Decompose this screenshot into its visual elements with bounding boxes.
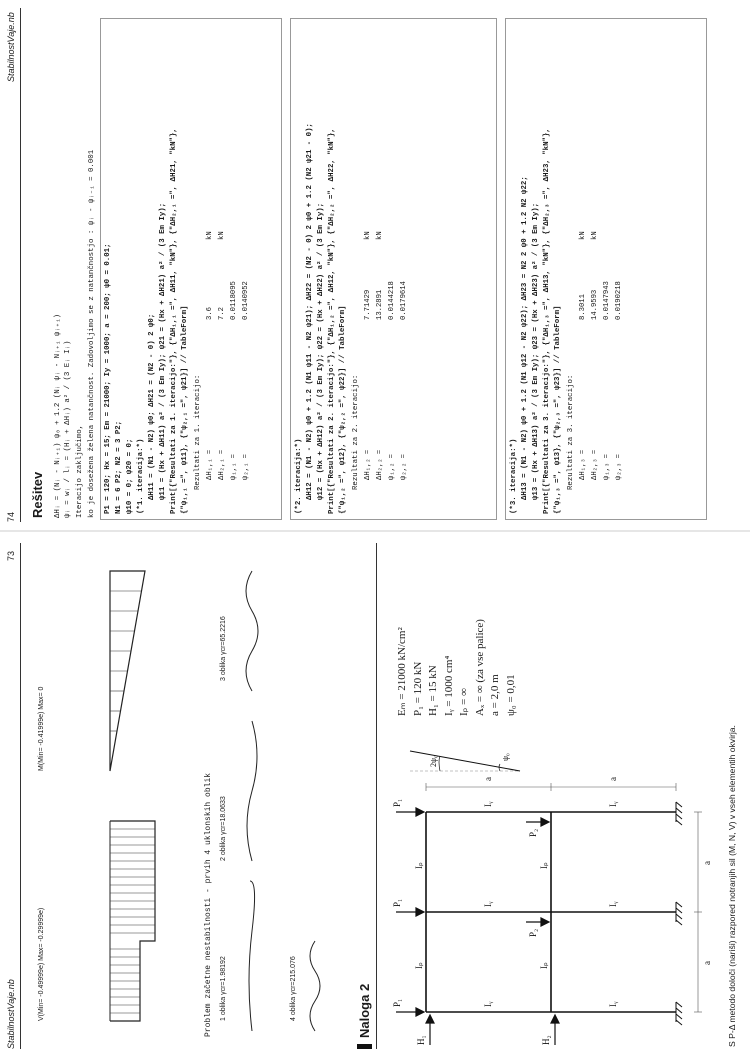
- mode-4-label: 4 oblika γcr=215.076: [290, 956, 297, 1021]
- result-name: ψ₁,₂ =: [388, 454, 396, 480]
- left-header-title: StabilnostVaje.nb: [6, 979, 16, 1049]
- intro-line-4: ko je dosežena želena natančnost. Zadovoljimo se z natančnostjo : ψᵢ - ψᵢ₋₁ = 0.001: [88, 149, 96, 518]
- parameters-list: [395, 619, 519, 716]
- intro-line-2: ψᵢ = wᵢ / lᵢ = (Hᵢ + ΔHᵢ) a² / (3 Eᵢ Iᵢ): [64, 340, 72, 518]
- label-psi0: ψ₀: [501, 753, 510, 761]
- result-name: ψ₁,₁ =: [230, 454, 238, 480]
- iter2-code-5: {"ψ₁,₂ =", ψ12}, {"ψ₂,₂ =", ψ22}] // TableForm]: [339, 305, 347, 514]
- iter2-label: Rezultati za 2. iteracijo:: [352, 374, 360, 490]
- iter2-code-2: ΔH12 = (N1 - N2) ψ0 + 1.2 (N1 ψ11 - N2 ψ21); ΔH22 = (N2 - 0) 2 ψ0 + 1.2 (N2 ψ21 - 0);: [306, 123, 314, 500]
- dim-a-left: a: [702, 961, 712, 965]
- iter2-row-3: [388, 281, 396, 480]
- label-p2-mid: P₂: [528, 928, 538, 937]
- iter3-code-1: (*3. iteracija:*): [510, 438, 518, 514]
- param-iy: Iᵧ = 1000 cm⁴: [442, 655, 455, 716]
- param-a: a = 2,0 m: [489, 674, 501, 716]
- header-rule-right: [20, 8, 21, 522]
- result-value: 14.9593: [591, 289, 599, 320]
- iter1-row-3: [230, 281, 238, 480]
- buckling-modes-1-3: [232, 541, 272, 1041]
- result-name: ΔH₁,₁ =: [206, 449, 214, 480]
- label-h2: H₂: [541, 1035, 551, 1045]
- result-unit: kN: [376, 231, 384, 240]
- label-iy-4: Iᵧ: [608, 1001, 618, 1007]
- label-iy-1: Iᵧ: [483, 1001, 493, 1007]
- result-unit: kN: [218, 231, 226, 240]
- problem-title: Problem začetne nestabilnosti - prvih 4 uklonskih oblik: [204, 772, 213, 1037]
- code-line-2: N1 = 6 P2; N2 = 3 P2;: [115, 420, 123, 514]
- iter3-code-2: ΔH13 = (N1 - N2) ψ0 + 1.2 (N1 ψ12 - N2 ψ22); ΔH23 = N2 2 ψ0 + 1.2 N2 ψ22;: [521, 176, 529, 500]
- shear-force-diagram: [50, 811, 170, 1041]
- iter3-code-3: ψ13 = (Hx + ΔH13) a² / (3 Em Iy); ψ23 = (Hx + ΔH23) a² / (3 Em Iy);: [532, 202, 540, 500]
- label-2psi0: 2ψ₀: [429, 755, 438, 767]
- label-ip-mid-left: Iₚ: [539, 962, 549, 969]
- result-name: ΔH₁,₃ =: [579, 449, 587, 480]
- moment-diagram-label: M(Min= -0.41999e) Max= 0: [38, 686, 45, 771]
- iter1-label: Rezultati za 1. iteracijo:: [194, 374, 202, 490]
- param-ip: Iₚ = ∞: [458, 688, 470, 716]
- code-line-6: ψ11 = (Hx + ΔH11) a² / (3 Em Iy); ψ21 = (Hx + ΔH21) a² / (3 Em Iy);: [159, 202, 167, 500]
- result-name: ψ₂,₁ =: [242, 454, 250, 480]
- iter3-row-1: [579, 231, 587, 480]
- mode-2-label: 2 oblika γcr=18.0633: [220, 796, 227, 861]
- page-74: [0, 0, 750, 530]
- iter2-row-1: [364, 231, 372, 480]
- page-73: [0, 531, 750, 1061]
- code-line-1: P1 = 120; Hx = 15; Em = 21000; Iy = 1000; a = 200; ψ0 = 0.01;: [104, 243, 112, 514]
- header-rule: [20, 543, 21, 1049]
- label-h1: H₁: [416, 1035, 426, 1045]
- result-value: 13.2891: [376, 289, 384, 320]
- iter2-code-1: (*2. iteracija:*): [295, 438, 303, 514]
- dim-a-upper: a: [483, 777, 493, 781]
- label-iy-2: Iᵧ: [483, 901, 493, 907]
- result-unit: kN: [591, 231, 599, 240]
- iter2-code-4: Print[{"Resultati za 2. iteracijo:"}, {"ΔH₁,₂ =", ΔH12, "kN"}, {"ΔH₂,₂ =", ΔH22, "kN"},: [328, 128, 336, 514]
- frame-diagram: [386, 747, 716, 1047]
- iter3-row-2: [591, 231, 599, 480]
- result-value: 3.6: [206, 307, 214, 320]
- label-ip-top-right: Iₚ: [414, 862, 424, 869]
- section-heading: Naloga 2: [357, 984, 372, 1049]
- bending-moment-diagram: [50, 561, 170, 791]
- page-fold: [0, 530, 750, 532]
- iter2-code-3: ψ12 = (Hx + ΔH12) a² / (3 Em Iy); ψ22 = (Hx + ΔH22) a² / (3 Em Iy);: [317, 202, 325, 500]
- result-value: 0.0190218: [615, 281, 623, 320]
- param-h1: H₁ = 15 kN: [427, 665, 439, 716]
- result-value: 0.0144218: [388, 281, 396, 320]
- code-line-4: (*1. iteracija:*): [137, 438, 145, 514]
- param-ax: Aₓ = ∞ (za vse palice): [473, 619, 486, 716]
- iter1-row-1: [206, 231, 214, 480]
- result-unit: kN: [579, 231, 587, 240]
- result-value: 7.71429: [364, 289, 372, 320]
- result-name: ψ₂,₃ =: [615, 454, 623, 480]
- result-name: ΔH₂,₁ =: [218, 449, 226, 480]
- param-p1: P₁ = 120 kN: [411, 661, 424, 716]
- label-iy-3: Iᵧ: [483, 801, 493, 807]
- iter3-label: Rezultati za 3. iteracijo:: [567, 374, 575, 490]
- iter3-row-4: [615, 281, 623, 480]
- result-name: ψ₁,₃ =: [603, 454, 611, 480]
- intro-line-3: Iteracijo zaključimo,: [76, 424, 84, 518]
- left-page-number: 73: [6, 550, 16, 561]
- label-p1-mid: P₁: [392, 898, 402, 907]
- right-page-number: 74: [6, 511, 16, 522]
- param-em: Eₘ = 21000 kN/cm²: [396, 627, 408, 716]
- iter3-code-4: Print[{"Resultati za 3. iteracijo:"}, {"ΔH₁,₃ =", ΔH13, "kN"}, {"ΔH₂,₃ =", ΔH23, "kN"},: [543, 128, 551, 514]
- iter2-row-4: [400, 281, 408, 480]
- buckling-mode-4: [300, 921, 330, 1041]
- result-value: 0.0147943: [603, 281, 611, 320]
- result-name: ψ₂,₂ =: [400, 454, 408, 480]
- task-caption: S P-Δ metodo določi (nariši) razpored notranjih sil (M, N, V) v vseh elementih okvirja.: [727, 725, 737, 1047]
- result-name: ΔH₁,₂ =: [364, 449, 372, 480]
- result-value: 7.2: [218, 307, 226, 320]
- iter3-row-3: [603, 281, 611, 480]
- right-header-title: StabilnostVaje.nb: [6, 12, 16, 82]
- label-iy-5: Iᵧ: [608, 901, 618, 907]
- intro-line-1: ΔHᵢ = (Nᵢ - Nᵢ₊₁) ψ₀ + 1.2 (Nᵢ ψᵢ - Nᵢ₊₁ ψᵢ₊₁): [54, 313, 62, 518]
- section-rule: [376, 543, 377, 1049]
- result-value: 0.0140952: [242, 281, 250, 320]
- label-p1-right: P₁: [392, 798, 402, 807]
- result-value: 0.0118095: [230, 281, 238, 320]
- dim-a-right: a: [702, 861, 712, 865]
- iter2-row-2: [376, 231, 384, 480]
- code-line-7: Print[{"Resultati za 1. iteracijo:"}, {"ΔH₁,₁ =", ΔH11, "kN"}, {"ΔH₂,₁ =", ΔH21, "kN"},: [170, 128, 178, 514]
- iter1-row-4: [242, 281, 250, 480]
- label-ip-top-left: Iₚ: [414, 962, 424, 969]
- result-unit: kN: [206, 231, 214, 240]
- iter3-code-5: {"ψ₁,₃ =", ψ13}, {"ψ₂,₃ =", ψ23}] // TableForm]: [554, 305, 562, 514]
- shear-diagram-label: V(Min= -0.49999e) Max= -0.29999e): [38, 907, 45, 1021]
- solution-title: Rešitev: [30, 471, 45, 518]
- label-ip-mid-right: Iₚ: [539, 862, 549, 869]
- result-name: ΔH₂,₃ =: [591, 449, 599, 480]
- result-unit: kN: [364, 231, 372, 240]
- label-p1-left: P₁: [392, 998, 402, 1007]
- label-iy-6: Iᵧ: [608, 801, 618, 807]
- result-value: 8.3011: [579, 294, 587, 320]
- result-name: ΔH₂,₂ =: [376, 449, 384, 480]
- iter1-row-2: [218, 231, 226, 480]
- mode-3-label: 3 oblika γcr=65.2216: [220, 616, 227, 681]
- code-line-3: ψ10 = 0; ψ20 = 0;: [126, 438, 134, 514]
- label-p2-right: P₂: [528, 828, 538, 837]
- mode-1-label: 1 oblika γcr=1.98192: [220, 956, 227, 1021]
- result-value: 0.0179614: [400, 281, 408, 320]
- dim-a-lower: a: [608, 777, 618, 781]
- param-psi0: ψ₀ = 0,01: [504, 674, 517, 716]
- imperfection-sketch: [400, 721, 530, 781]
- code-line-8: {"ψ₁,₁ =", ψ11}, {"ψ₂,₁ =", ψ21}] // TableForm]: [181, 305, 189, 514]
- code-line-5: ΔH11 = (N1 - N2) ψ0; ΔH21 = (N2 - 0) 2 ψ0;: [148, 313, 156, 500]
